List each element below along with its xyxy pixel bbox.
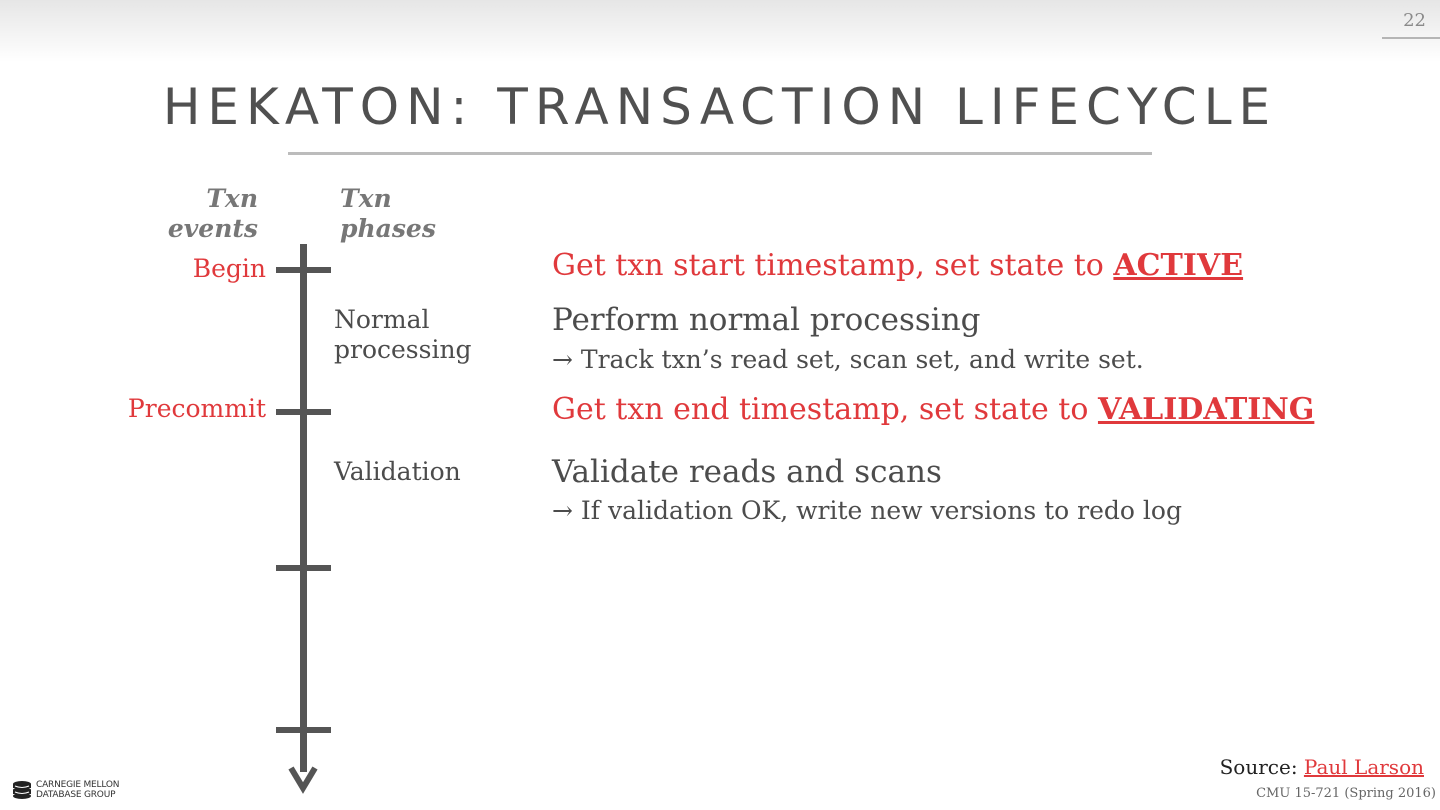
logo-text: CARNEGIE MELLON DATABASE GROUP <box>36 780 120 800</box>
events-column-header: Txn events <box>167 184 258 243</box>
phase-normal-processing: Normal processing <box>334 305 472 364</box>
state-validating: VALIDATING <box>1097 392 1315 427</box>
state-active: ACTIVE <box>1113 248 1244 283</box>
course-footer: CMU 15-721 (Spring 2016) <box>1256 786 1436 801</box>
cmu-db-logo <box>12 780 119 800</box>
header-band <box>0 0 1440 62</box>
timeline-tick-4 <box>276 727 331 733</box>
slide-title: HEKATON: TRANSACTION LIFECYCLE <box>162 78 1278 136</box>
begin-description: Get txn start timestamp, set state to ACTIVE <box>552 248 1244 283</box>
timeline-tick-begin <box>276 267 331 273</box>
title-divider <box>288 152 1152 155</box>
precommit-description: Get txn end timestamp, set state to VALIDATING <box>552 392 1315 427</box>
phase-validation: Validation <box>334 457 461 486</box>
source-link[interactable]: Paul Larson <box>1303 755 1424 779</box>
event-begin: Begin <box>192 254 266 283</box>
validation-detail: → If validation OK, write new versions to redo log <box>552 496 1182 525</box>
phases-column-header: Txn phases <box>340 184 436 243</box>
normal-processing-detail: → Track txn’s read set, scan set, and write set. <box>552 345 1144 374</box>
timeline-tick-precommit <box>276 409 331 415</box>
validation-description: Validate reads and scans <box>552 454 942 490</box>
event-precommit: Precommit <box>127 394 266 423</box>
page-number: 22 <box>1403 10 1426 31</box>
normal-processing-description: Perform normal processing <box>552 302 981 338</box>
page-number-underline <box>1382 37 1440 39</box>
timeline-tick-3 <box>276 565 331 571</box>
timeline-axis <box>300 244 307 772</box>
timeline-arrow-icon <box>286 760 322 794</box>
database-icon <box>12 780 32 800</box>
source-credit: Source: Paul Larson <box>1219 755 1424 779</box>
